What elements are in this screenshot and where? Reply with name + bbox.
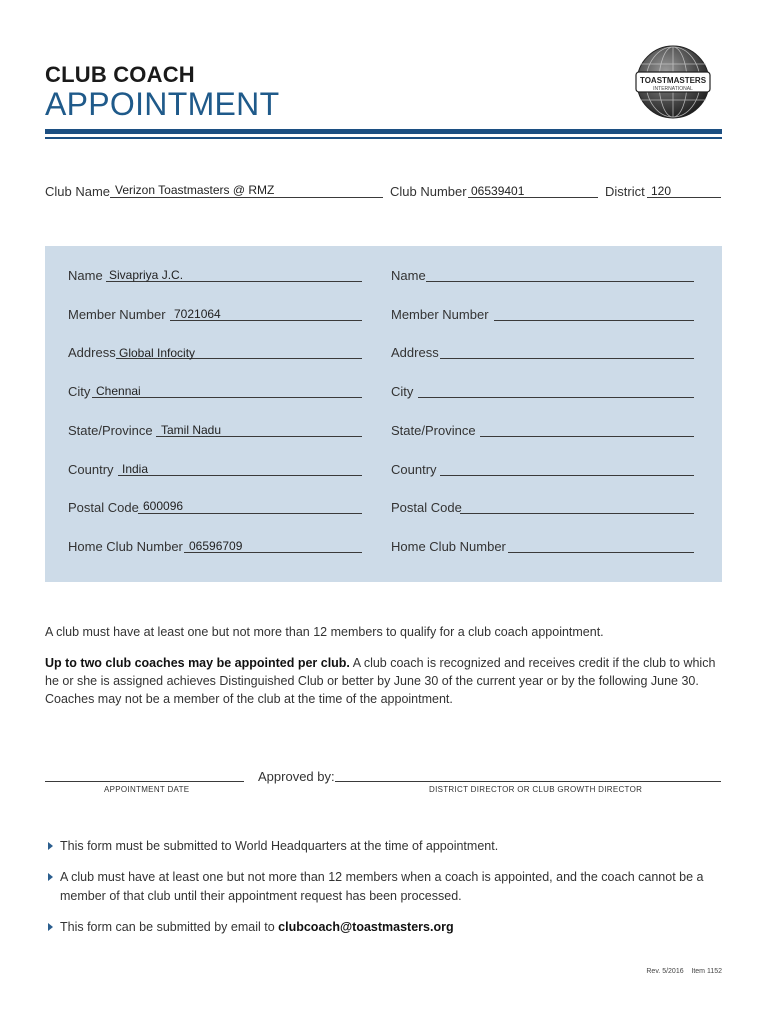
coach1-name-value: Sivapriya J.C. [109, 268, 184, 282]
note-bullet-3-text: This form can be submitted by email to [60, 920, 279, 934]
coach1-home-club-label: Home Club Number [68, 539, 183, 554]
note-bullet-1 [48, 837, 718, 856]
appointment-date-field[interactable] [45, 781, 244, 782]
coach2-postal-label: Postal Code [391, 500, 462, 515]
revision-footer: Rev. 5/2016 Item 1152 [646, 968, 722, 975]
triangle-bullet-icon [48, 923, 53, 931]
coach1-country-value: India [122, 462, 149, 476]
club-number-value: 06539401 [471, 184, 525, 198]
info-paragraph-1: A club must have at least one but not more than 12 members to qualify for a club coach appointment. [45, 625, 604, 639]
coach2-postal-field[interactable] [460, 513, 694, 514]
district-label: District [605, 184, 645, 199]
title-appointment: APPOINTMENT [45, 86, 280, 122]
coach2-country-field[interactable] [440, 475, 694, 476]
coach2-member-number-field[interactable] [494, 320, 694, 321]
logo-text-bottom: INTERNATIONAL [653, 86, 693, 92]
header-rule-thick [45, 129, 722, 134]
coach-panel [45, 246, 722, 582]
coach1-postal-label: Postal Code [68, 500, 139, 515]
district-value: 120 [651, 184, 672, 198]
note-bullet-2 [48, 868, 718, 906]
logo-text-top: TOASTMASTERS [639, 76, 707, 85]
note-bullet-1-text: This form must be submitted to World Headquarters at the time of appointment. [60, 839, 499, 853]
coach1-postal-field[interactable] [138, 513, 362, 514]
coach2-member-number-label: Member Number [391, 307, 489, 322]
coach1-name-label: Name [68, 268, 103, 283]
appointment-date-caption: APPOINTMENT DATE [104, 785, 190, 794]
toastmasters-logo [635, 44, 711, 120]
info-paragraph-2-rest: A club coach is recognized and receives credit if the club to which he or she is assigned achieves Distinguished Club or better by June 30 of the current year or by the following June 30. Coaches may not be a member of the club at the time of the appointment. [45, 656, 716, 706]
coach1-country-label: Country [68, 462, 114, 477]
coach1-state-value: Tamil Nadu [161, 423, 222, 437]
coach2-country-label: Country [391, 462, 437, 477]
director-caption: DISTRICT DIRECTOR OR CLUB GROWTH DIRECTOR [429, 785, 643, 794]
coach1-state-label: State/Province [68, 423, 153, 438]
coach1-postal-value: 600096 [143, 499, 184, 513]
coach2-name-field[interactable] [426, 281, 694, 282]
coach2-home-club-label: Home Club Number [391, 539, 506, 554]
info-paragraph-2-bold: Up to two club coaches may be appointed per club. [45, 656, 350, 670]
coach1-address-value: Global Infocity [119, 346, 196, 360]
coach1-country-field[interactable] [118, 475, 362, 476]
coach1-home-club-value: 06596709 [189, 539, 243, 553]
info-paragraph-2 [45, 654, 725, 708]
coach1-city-label: City [68, 384, 91, 399]
club-number-label: Club Number [390, 184, 467, 199]
approved-by-label: Approved by: [258, 769, 335, 784]
coach2-address-field[interactable] [440, 358, 694, 359]
coach2-city-field[interactable] [418, 397, 694, 398]
coach2-name-label: Name [391, 268, 426, 283]
coach1-member-number-value: 7021064 [174, 307, 221, 321]
coach2-city-label: City [391, 384, 414, 399]
coach1-address-label: Address [68, 345, 116, 360]
coach2-address-label: Address [391, 345, 439, 360]
coach2-state-label: State/Province [391, 423, 476, 438]
coach1-city-value: Chennai [96, 384, 141, 398]
coach2-home-club-field[interactable] [508, 552, 694, 553]
triangle-bullet-icon [48, 842, 53, 850]
club-name-value: Verizon Toastmasters @ RMZ [115, 183, 275, 197]
triangle-bullet-icon [48, 873, 53, 881]
header-rule-thin [45, 137, 722, 139]
approved-by-field[interactable] [335, 781, 721, 782]
email-link[interactable]: clubcoach@toastmasters.org [278, 920, 454, 934]
title-club-coach: CLUB COACH [45, 62, 195, 87]
club-name-field[interactable] [110, 197, 383, 198]
note-bullet-3 [48, 918, 718, 937]
club-name-label: Club Name [45, 184, 111, 199]
coach1-member-number-label: Member Number [68, 307, 166, 322]
coach2-state-field[interactable] [480, 436, 694, 437]
note-bullet-2-text: A club must have at least one but not more than 12 members when a coach is appointed, and the coach cannot be a member of that club until their appointment request has been processed. [60, 870, 704, 903]
